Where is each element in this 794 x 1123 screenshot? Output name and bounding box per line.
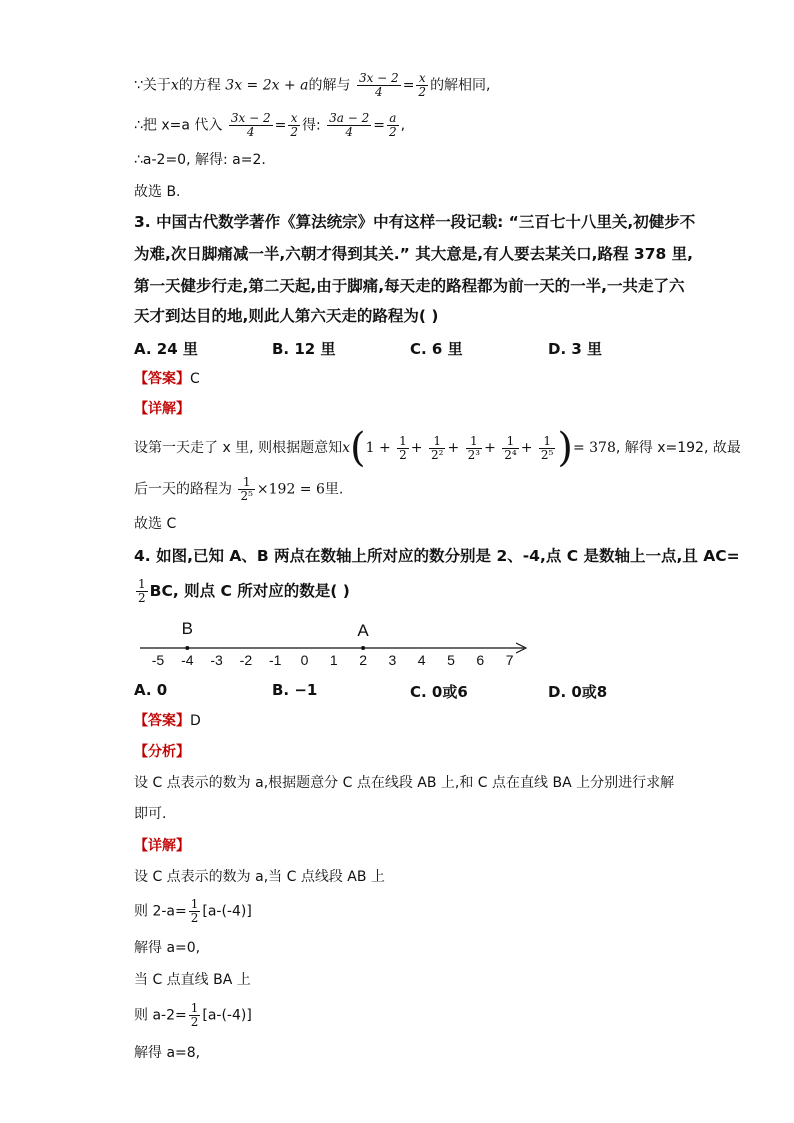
product: ×192 = 6: [256, 481, 325, 498]
fraction-denominator: 2: [190, 1015, 199, 1029]
tick-label: 5: [447, 652, 455, 668]
tick-label: -5: [151, 652, 165, 668]
q3-line-1: 3. 中国古代数学著作《算法统宗》中有这样一段记载: “三百七十八里关,初健步不: [134, 213, 696, 231]
q4-option-a: A. 0: [134, 681, 168, 699]
tick-label: -4: [181, 652, 194, 668]
point-b-dot: [185, 646, 189, 650]
fraction-numerator: 1: [190, 1001, 199, 1015]
fraction: [466, 435, 482, 462]
equation-result: = 378: [572, 440, 616, 456]
text: 后一天的路程为: [134, 481, 232, 498]
q4-analysis-line-2: 即可.: [134, 806, 167, 822]
left-paren: (: [350, 425, 366, 471]
text: 则 a-2=: [134, 1007, 187, 1024]
term-one: 1 +: [365, 440, 391, 456]
equation: 3x = 2x + a: [225, 77, 309, 94]
fraction-denominator: 2⁵: [540, 447, 554, 462]
q4-step-1: 设 C 点表示的数为 a,当 C 点线段 AB 上: [134, 869, 385, 885]
right-paren: ): [557, 425, 573, 471]
var-x: x: [170, 77, 179, 94]
text: 的解相同,: [430, 77, 491, 94]
q3-answer: [134, 369, 200, 389]
fraction: [136, 578, 148, 605]
equals-sign: =: [373, 117, 385, 134]
tick-labels: [152, 652, 514, 668]
tick-label: -1: [268, 652, 282, 668]
fraction: [539, 435, 555, 462]
q3-detail-line-1: [134, 425, 741, 471]
sol2-line-4: 故选 B.: [134, 184, 181, 200]
answer-tag: 【答案】: [134, 713, 190, 729]
fraction: [327, 112, 371, 139]
fraction: [416, 72, 428, 99]
detail-tag: 【详解】: [134, 838, 190, 854]
q4-option-d: D. 0或8: [548, 683, 608, 701]
fraction: [189, 1002, 201, 1029]
fraction-numerator: 3x − 2: [358, 71, 399, 85]
analysis-tag: 【分析】: [134, 744, 190, 760]
q4-option-c: C. 0或6: [410, 683, 468, 701]
q4-step-3: 解得 a=0,: [134, 940, 201, 956]
fraction: [238, 476, 254, 503]
tick-label: -2: [239, 652, 253, 668]
fraction-numerator: a: [387, 112, 399, 126]
text: [a-(-4)]: [202, 903, 252, 920]
text: ∵关于: [134, 77, 171, 94]
fraction-denominator: 2: [190, 911, 199, 925]
var-x: x: [342, 440, 350, 456]
fraction-denominator: 2⁵: [240, 489, 253, 503]
fraction-denominator: 2: [399, 447, 407, 462]
tick-label: 3: [388, 652, 397, 668]
fraction-numerator: 1: [429, 435, 445, 449]
point-a-dot: [361, 646, 365, 650]
plus-sign: +: [484, 440, 496, 456]
text: 的解与: [308, 77, 351, 94]
tick-label: 6: [476, 652, 485, 668]
q4-detail-tag: [134, 836, 190, 856]
text: 设第一天走了 x 里, 则根据题意知: [134, 440, 343, 456]
q4-line-2: [134, 578, 350, 605]
text: , 解得 x=192, 故最: [615, 440, 741, 456]
fraction: [357, 72, 401, 99]
fraction: [397, 435, 409, 462]
fraction-denominator: 2: [418, 85, 427, 99]
sol2-line-3: ∴a-2=0, 解得: a=2.: [134, 152, 266, 168]
fraction-denominator: 2³: [467, 447, 481, 462]
text: 则 2-a=: [134, 903, 187, 920]
fraction-denominator: 2⁴: [504, 447, 517, 462]
fraction: [387, 112, 399, 139]
tick-label: 0: [300, 652, 309, 668]
q3-detail-tag: [134, 399, 190, 419]
q3-option-b: B. 12 里: [272, 340, 336, 358]
q4-step-4: 当 C 点直线 BA 上: [134, 972, 251, 988]
q3-option-c: C. 6 里: [410, 340, 463, 358]
q4-line-1: 4. 如图,已知 A、B 两点在数轴上所对应的数分别是 2、-4,点 C 是数轴上一点,且 AC=: [134, 547, 740, 565]
text: 里.: [324, 481, 344, 498]
point-a-label: A: [357, 621, 369, 640]
fraction-numerator: 3x − 2: [230, 111, 271, 125]
q3-line-4: 天才到达目的地,则此人第六天走的路程为( ): [134, 307, 439, 325]
sol2-line-1: [134, 72, 491, 99]
fraction-numerator: 1: [190, 897, 199, 911]
fraction: [189, 898, 201, 925]
fraction-numerator: x: [416, 72, 428, 86]
fraction-numerator: 1: [539, 435, 555, 449]
plus-sign: +: [520, 440, 533, 456]
answer-tag: 【答案】: [134, 371, 190, 387]
fraction-denominator: 4: [246, 125, 255, 139]
q3-option-a: A. 24 里: [134, 340, 198, 358]
fraction-denominator: 2: [290, 125, 298, 139]
point-b-label: B: [181, 619, 193, 638]
tick-label: 2: [359, 652, 367, 668]
q4-option-b: B. −1: [272, 681, 318, 699]
fraction-denominator: 4: [345, 125, 354, 139]
q4-step-6: 解得 a=8,: [134, 1045, 201, 1061]
plus-sign: +: [447, 440, 460, 456]
answer-value: D: [190, 713, 201, 729]
equals-sign: =: [402, 77, 415, 94]
q4-analysis-tag: [134, 742, 190, 762]
equals-sign: =: [274, 117, 287, 134]
q3-line-3: 第一天健步行走,第二天起,由于脚痛,每天走的路程都为前一天的一半,一共走了六: [134, 277, 685, 295]
fraction-numerator: x: [288, 112, 300, 126]
q4-step-5: [134, 1002, 252, 1029]
fraction-numerator: 1: [466, 435, 482, 449]
fraction: [502, 435, 518, 462]
fraction-numerator: 3a − 2: [329, 111, 370, 125]
q3-option-d: D. 3 里: [548, 340, 603, 358]
text: [a-(-4)]: [202, 1007, 252, 1024]
text: 得:: [301, 117, 321, 134]
text: BC, 则点 C 所对应的数是( ): [149, 582, 350, 600]
answer-value: C: [190, 371, 200, 387]
fraction-denominator: 2²: [430, 447, 444, 462]
fraction-numerator: 1: [138, 577, 146, 591]
fraction: [229, 112, 273, 139]
q4-answer: [134, 711, 201, 731]
q3-detail-line-2: [134, 476, 343, 503]
text: 的方程: [178, 77, 221, 94]
fraction-denominator: 2: [138, 591, 146, 605]
plus-sign: +: [410, 440, 423, 456]
fraction-numerator: 1: [502, 435, 518, 449]
q3-detail-line-3: 故选 C: [134, 516, 177, 532]
q4-analysis-line-1: 设 C 点表示的数为 a,根据题意分 C 点在线段 AB 上,和 C 点在直线 BA 上分别进行求解: [134, 775, 675, 791]
fraction-denominator: 2: [388, 125, 397, 139]
fraction-denominator: 4: [375, 85, 383, 99]
q3-line-2: 为难,次日脚痛减一半,六朝才得到其关.” 其大意是,有人要去某关口,路程 378 里,: [134, 245, 694, 263]
number-line: [134, 618, 534, 670]
tick-label: -3: [210, 652, 223, 668]
fraction-numerator: 1: [399, 433, 407, 448]
q4-step-2: [134, 898, 252, 925]
detail-tag: 【详解】: [134, 401, 190, 417]
tick-label: 4: [417, 652, 426, 668]
text: ,: [400, 117, 406, 134]
fraction: [288, 112, 300, 139]
fraction-numerator: 1: [238, 476, 254, 490]
sol2-line-2: [134, 112, 405, 139]
tick-label: 1: [329, 652, 338, 668]
tick-label: 7: [505, 652, 514, 668]
text: ∴把 x=a 代入: [134, 117, 223, 134]
fraction: [429, 435, 445, 462]
